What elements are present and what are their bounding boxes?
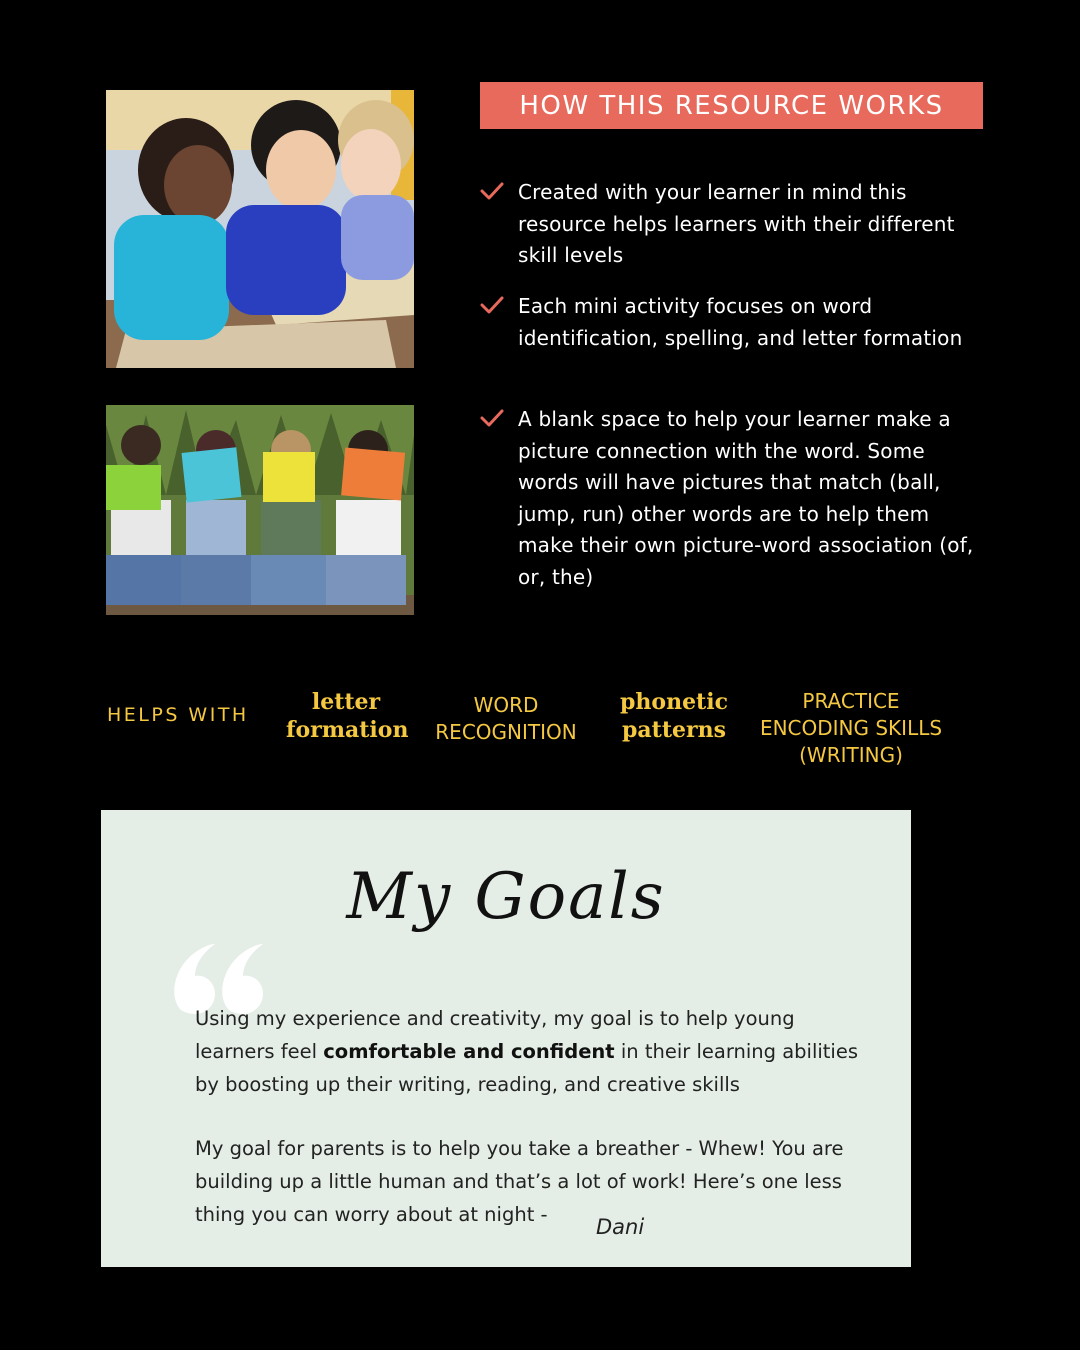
skill-line: letter — [311, 689, 381, 715]
check-icon — [480, 293, 504, 317]
skill-line: RECOGNITION — [435, 720, 577, 744]
skill-encoding — [748, 688, 954, 769]
skill-line: (WRITING) — [799, 743, 903, 767]
goals-paragraph-1 — [195, 1002, 875, 1101]
feature-bullet — [480, 177, 980, 272]
goals-body — [195, 1002, 875, 1231]
section-banner: HOW THIS RESOURCE WORKS — [480, 82, 983, 129]
goals-text: in their learning abilities by boosting up their writing, reading, and creative skills — [195, 1040, 859, 1096]
skill-letter-formation — [286, 688, 409, 744]
feature-bullet-text: A blank space to help your learner make a picture connection with the word. Some words will have pictures that match (ball, jump, run) other words are to help them make their own picture-word association (of, or, the) — [518, 407, 974, 589]
check-icon — [480, 179, 504, 203]
check-icon — [480, 406, 504, 430]
skill-word-recognition — [425, 692, 587, 746]
photo-girls-reading — [106, 90, 414, 368]
skill-line: PRACTICE — [802, 689, 900, 713]
goals-paragraph-2: My goal for parents is to help you take a breather - Whew! You are building up a little human and that’s a lot of work! Here’s one less thing you can worry about at night - — [195, 1137, 844, 1226]
feature-bullet — [480, 291, 980, 354]
feature-bullet-text: Created with your learner in mind this resource helps learners with their different skill levels — [518, 180, 955, 267]
goals-panel — [101, 810, 911, 1267]
skill-phonetic-patterns — [614, 688, 734, 744]
photo-kids-with-books — [106, 405, 414, 615]
skill-line: WORD — [473, 693, 539, 717]
helps-with-label: HELPS WITH — [107, 704, 249, 726]
goals-title: My Goals — [346, 860, 666, 934]
signature: Dani — [596, 1215, 645, 1239]
feature-bullet-text: Each mini activity focuses on word identification, spelling, and letter formation — [518, 294, 963, 350]
skill-line: phonetic — [620, 689, 728, 715]
skill-line: ENCODING SKILLS — [759, 716, 943, 740]
goals-text: Using my experience and creativity, my goal is to help young learners feel — [195, 1007, 795, 1063]
goals-emphasis: comfortable and confident — [323, 1040, 615, 1063]
skill-line: formation — [286, 717, 409, 743]
skill-line: patterns — [622, 717, 726, 743]
feature-bullet — [480, 404, 980, 593]
